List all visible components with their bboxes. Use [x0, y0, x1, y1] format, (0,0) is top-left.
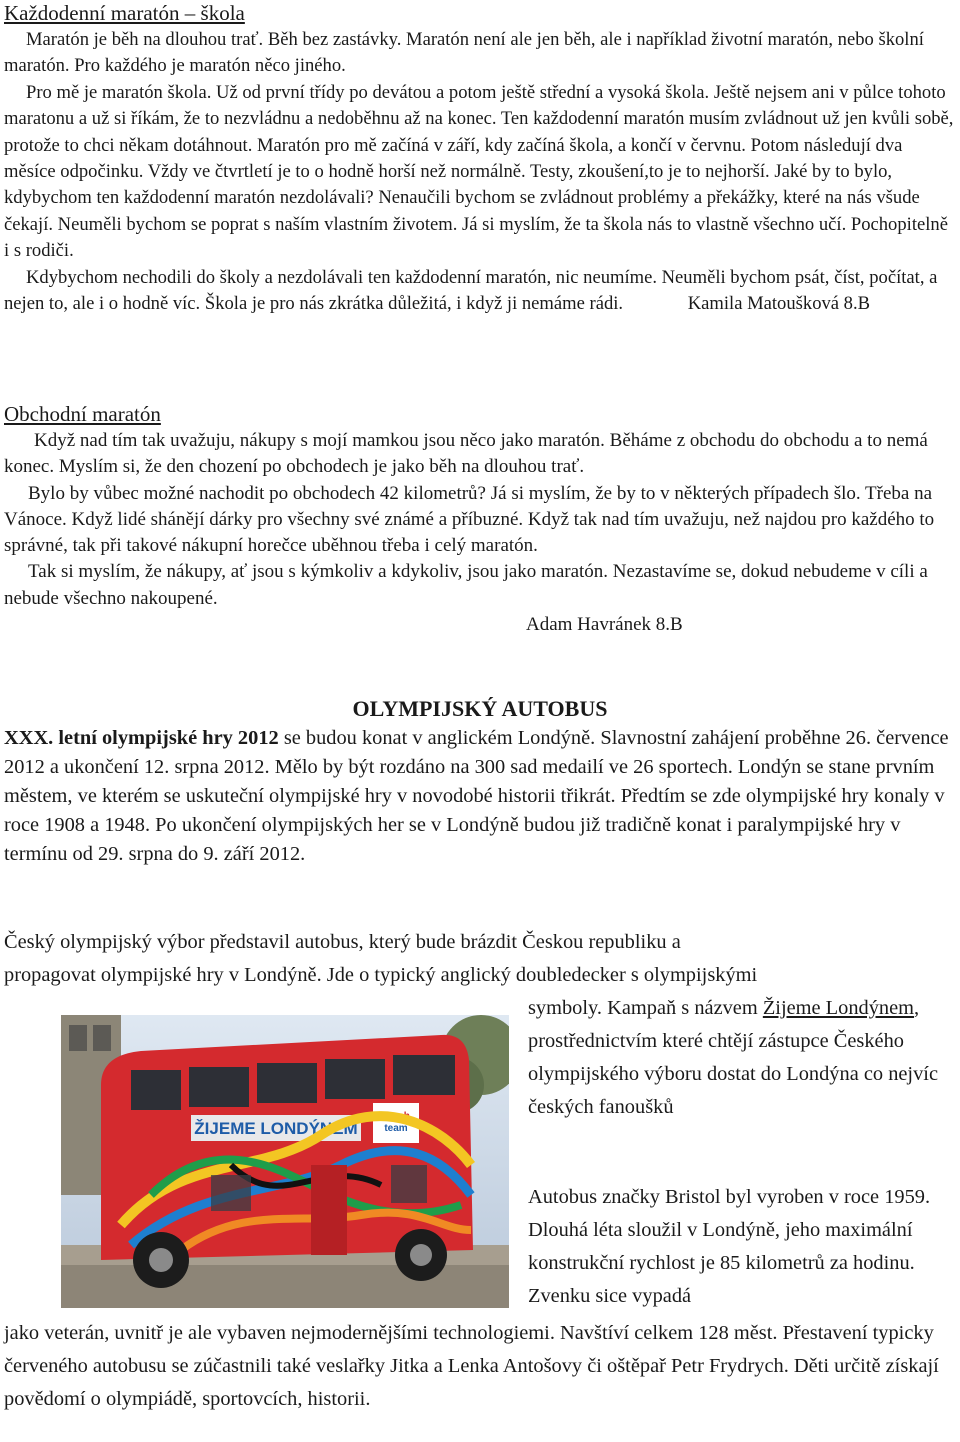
article-shopping-marathon — [4, 428, 960, 638]
bus-logo-text: team — [384, 1123, 408, 1134]
heading-shopping-marathon: Obchodní maratón — [4, 402, 161, 426]
paragraph: Tak si myslím, že nákupy, ať jsou s kýmkoliv a kdykoliv, jsou jako maratón. Nezastavíme se, dokud nebudeme v cíli a nebude všechno nakoupené. — [4, 561, 928, 609]
article-title-olympic-bus: OLYMPIJSKÝ AUTOBUS — [352, 696, 608, 721]
side-text: symboly. Kampaň s názvem — [528, 997, 763, 1019]
author-signature: Kamila Matoušková 8.B — [687, 293, 871, 315]
paragraph-line: Český olympijský výbor představil autobus, který bude brázdit Českou republiku a — [4, 931, 681, 953]
paragraph: Pro mě je maratón škola. Už od první třídy po devátou a potom ještě střední a vysoká škola. Ještě nejsem ani v půlce tohoto maratonu a už si říkám, že to nezvládnu a nedoběhnu až na konec. Ten každodenní maratón musím zvládnout už jen kvůli sobě, protože to chci někam dotáhnout. Maratón pro mě začíná v září, kdy začíná škola, a končí v červnu. Potom následují dva měsíce odpočinku. Vždy ve čtvrtletí je to o hodně horší než normálně. Testy, zkoušení,to je to nejhorší. Jaké by to bylo, kdybychom ten každodenní maratón nezdolávali? Nenaučili bychom se zvládnout problémy a překážky, které na nás všude čekají. Neuměli bychom se poprat s naším vlastním životem. Já si myslím, že ta škola nás to vlastně všechno učí. Pochopitelně i s rodiči. — [4, 81, 954, 262]
side-text-campaign — [528, 992, 960, 1124]
bus-banner-text: ŽIJEME LONDÝNEM — [194, 1119, 358, 1138]
paragraph-text: Kdybychom nechodili do školy a nezdolávali ten každodenní maratón, nic neumíme. Neuměli bychom psát, číst, počítat, a nejen to, ale i o hodně víc. Škola je pro nás zkrátka důležitá, i když ji nemáme rádi. — [4, 266, 938, 315]
bus-illustration — [61, 1015, 509, 1308]
intro-bold: XXX. letní olympijské hry 2012 — [4, 727, 279, 749]
bus — [101, 1035, 473, 1288]
paragraph — [4, 724, 960, 869]
paragraph — [4, 265, 954, 318]
intro-text: se budou konat v anglickém Londýně. Slavnostní zahájení proběhne 26. července 2012 a ukončení 12. srpna 2012. Mělo by být rozdáno na 300 sad medailí ve 26 sportech. Londýn se stane prvním městem, ve kterém se uskuteční olympijské hry v novodobé historii třikrát. Předtím se zde olympijské hry konaly v roce 1908 a 1948. Po ukončení olympijských her se v Londýně budou již tradičně konat i paralympijské hry v termínu od 29. srpna do 9. září 2012. — [4, 727, 949, 866]
bus-photo — [61, 1015, 509, 1308]
article-olympic-bus-intro — [4, 926, 960, 992]
author-signature: Adam Havránek 8.B — [526, 614, 683, 636]
paragraph: Bylo by vůbec možné nachodit po obchodech 42 kilometrů? Já si myslím, že by to v některých případech šlo. Třeba na Vánoce. Když lidé shánějí dárky pro všechny své známé a příbuzné. Když tak nad tím uvažuju, než najdou pro každého to správné, tak při takové nákupní horečce uběhnou třeba i celý maratón. — [4, 482, 935, 557]
article-school-marathon — [4, 27, 954, 317]
campaign-link[interactable]: Žijeme Londýnem — [762, 997, 915, 1019]
heading-marathon-school: Každodenní maratón – škola — [4, 1, 245, 25]
side-text-bristol: Autobus značky Bristol byl vyroben v roce 1959. Dlouhá léta sloužil v Londýně, jeho maximální konstrukční rychlost je 85 kilometrů za hodinu. Zvenku sice vypadá — [528, 1186, 931, 1307]
article-olympic-intro — [4, 724, 960, 869]
paragraph: Maratón je běh na dlouhou trať. Běh bez zastávky. Maratón není ale jen běh, ale i například životní maratón, nebo školní maratón. Pro každého je maratón něco jiného. — [4, 29, 924, 77]
article-olympic-bus-tail: jako veterán, uvnitř je ale vybaven nejmodernějšími technologiemi. Navštíví celkem 128 měst. Přestavení typicky červeného autobusu se zúčastnili také veslařky Jitka a Lenka Antošovy či oštěpař Petr Frydrych. Děti určitě získají povědomí o olympiádě, sportovcích, historii. — [4, 1322, 939, 1410]
paragraph-line: propagovat olympijské hry v Londýně. Jde o typický anglický doubledecker s olympijskými — [4, 964, 758, 986]
paragraph: Když nad tím tak uvažuju, nákupy s mojí mamkou jsou něco jako maratón. Běháme z obchodu do obchodu a to nemá konec. Myslím si, že den chození po obchodech je jako běh na dlouhou trať. — [4, 430, 928, 478]
side-text: , prostřednictvím které chtějí zástupce Českého olympijského výboru dostat do Londýna co nejvíc českých fanoušků — [528, 997, 939, 1118]
bus-logo-text: czech — [382, 1111, 410, 1122]
